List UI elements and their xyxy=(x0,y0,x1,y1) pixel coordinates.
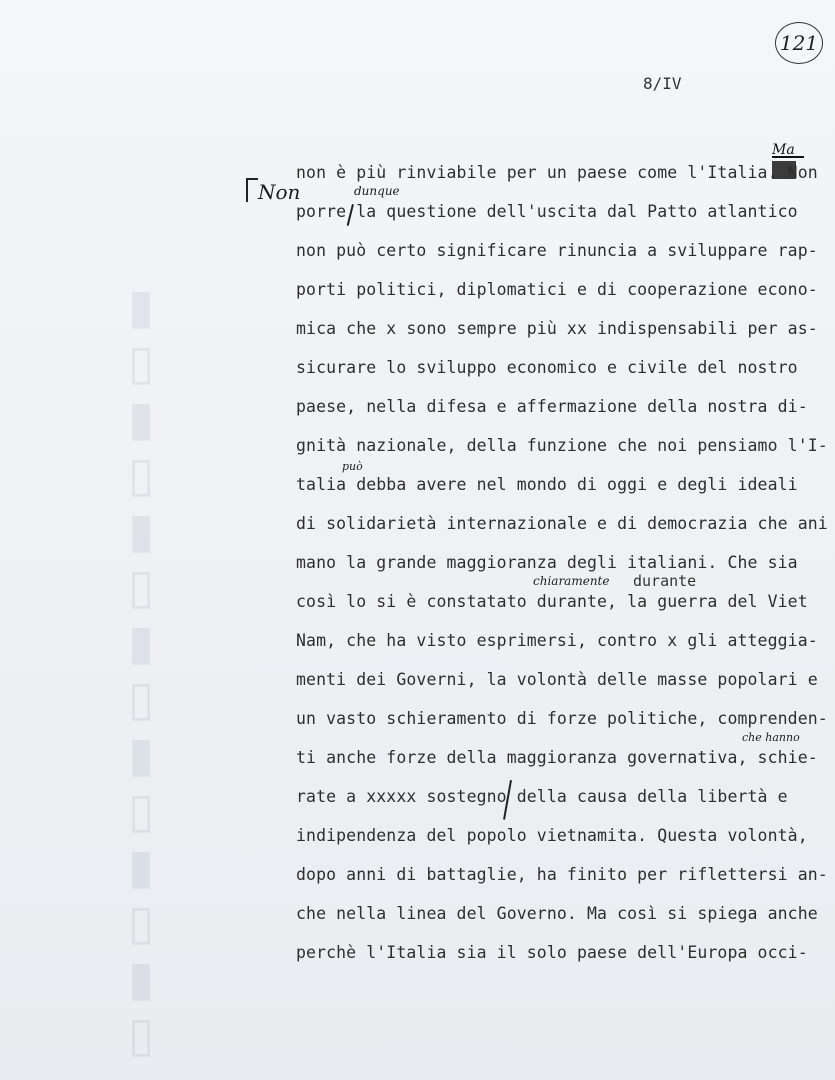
margin-insert-non: Non xyxy=(258,180,301,204)
page-number-stamp: 121 xyxy=(775,22,823,64)
body-line-17: rate a xxxxx sostegno della causa della libertà e xyxy=(296,787,788,806)
bleed-through-ghost-text: ▯▮▯▮▯▮▯▮▯▮▯▮▯▮ xyxy=(113,286,169,1070)
body-line-11: mano la grande maggioranza degli italiani. Che sia xyxy=(296,553,798,572)
body-line-5: mica che x sono sempre più xx indispensabili per as- xyxy=(296,319,818,338)
body-line-16: ti anche forze della maggioranza governativa, schie- xyxy=(296,748,818,767)
body-line-20: che nella linea del Governo. Ma così si spiega anche xyxy=(296,904,818,923)
annotation-durante: durante xyxy=(633,572,697,590)
body-line-2: porre la questione dell'uscita dal Patto atlantico xyxy=(296,202,798,221)
body-line-4: porti politici, diplomatici e di cooperazione econo- xyxy=(296,280,818,299)
annotation-dunque: dunque xyxy=(354,184,400,198)
body-line-10: di solidarietà internazionale e di democrazia che ani xyxy=(296,514,828,533)
body-line-12: così lo si è constatato durante, la guerra del Viet xyxy=(296,592,808,611)
body-line-14: menti dei Governi, la volontà delle masse popolari e xyxy=(296,670,818,689)
body-line-7: paese, nella difesa e affermazione della nostra di- xyxy=(296,397,808,416)
body-line-13: Nam, che ha visto esprimersi, contro x gli atteggia- xyxy=(296,631,818,650)
body-line-3: non può certo significare rinuncia a sviluppare rap- xyxy=(296,241,818,260)
body-line-15: un vasto schieramento di forze politiche, comprenden- xyxy=(296,709,828,728)
body-line-9: talia debba avere nel mondo di oggi e degli ideali xyxy=(296,475,798,494)
annotation-che-hanno: che hanno xyxy=(742,731,800,744)
body-line-21: perchè l'Italia sia il solo paese dell'Europa occi- xyxy=(296,943,808,962)
body-line-19: dopo anni di battaglie, ha finito per riflettersi an- xyxy=(296,865,828,884)
body-line-1: non è più rinviabile per un paese come l'Italia. Non xyxy=(296,163,818,182)
body-line-6: sicurare lo sviluppo economico e civile del nostro xyxy=(296,358,798,377)
annotation-puo: può xyxy=(342,460,363,473)
insert-bracket-mark xyxy=(246,178,258,202)
annotation-chiaramente: chiaramente xyxy=(533,574,610,588)
body-line-18: indipendenza del popolo vietnamita. Questa volontà, xyxy=(296,826,808,845)
section-reference: 8/IV xyxy=(643,74,682,93)
body-line-8: gnità nazionale, della funzione che noi pensiamo l'I- xyxy=(296,436,828,455)
annotation-ma-overwrite: Ma xyxy=(772,144,806,184)
